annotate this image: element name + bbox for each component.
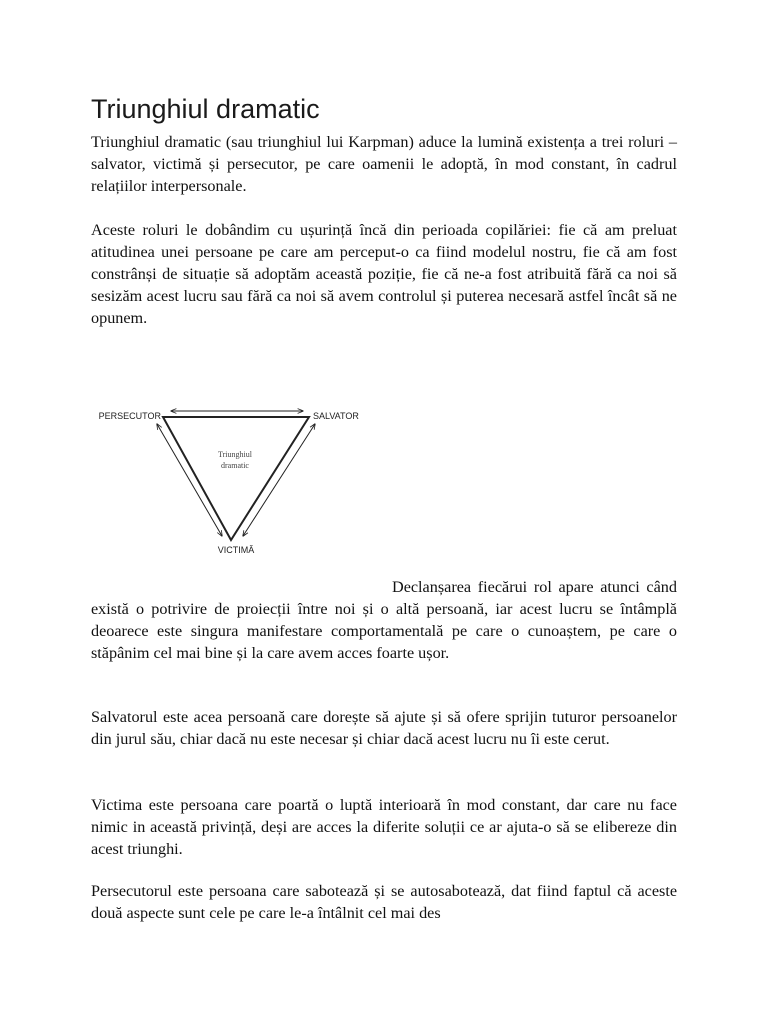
label-victima: VICTIMĂ bbox=[217, 545, 255, 555]
paragraph-salvator: Salvatorul este acea persoană care dorește să ajute și să ofere sprijin tuturor persoanelor din jurul său, chiar dacă nu este necesar și chiar dacă acest lucru nu îi este cerut. bbox=[91, 708, 677, 748]
arrow-salvator-victima bbox=[243, 424, 315, 536]
triangle-shape bbox=[163, 417, 309, 540]
paragraph-intro: Triunghiul dramatic (sau triunghiul lui Karpman) aduce la lumină existența a trei roluri – salvator, victimă și persecutor, pe care oamenii le adoptă, în mod constant, în cadrul relațiilor interpersonale. bbox=[91, 133, 677, 195]
drama-triangle-diagram bbox=[91, 372, 381, 567]
center-label-line1: Triunghiul bbox=[218, 450, 252, 459]
page-title: Triunghiul dramatic bbox=[91, 94, 320, 124]
paragraph-persecutor: Persecutorul este persoana care sabotează și se autosabotează, dat fiind faptul că aceste două aspecte sunt cele pe care le-a întâlnit cel mai des bbox=[91, 882, 677, 922]
label-persecutor: PERSECUTOR bbox=[98, 411, 161, 421]
paragraph-triggering: Declanșarea fiecărui rol apare atunci când există o potrivire de proiecții între noi și o altă persoană, iar acest lucru se întâmplă deoarece este singura manifestare comportamentală pe care o cunoaștem, pe care o stăpânim cel mai bine și la care avem acces foarte ușor. bbox=[91, 578, 677, 662]
label-salvator: SALVATOR bbox=[313, 411, 359, 421]
paragraph-victima: Victima este persoana care poartă o luptă interioară în mod constant, dar care nu face nimic in această privință, deși are acces la diferite soluții ce ar ajuta-o să se elibereze din acest triunghi. bbox=[91, 796, 677, 858]
center-label-line2: dramatic bbox=[221, 461, 249, 470]
arrow-persecutor-victima bbox=[157, 424, 222, 536]
paragraph-origins: Aceste roluri le dobândim cu ușurință încă din perioada copilăriei: fie că am preluat atitudinea unei persoane pe care am perceput-o ca fiind modelul nostru, fie că am fost constrânși de situație să adoptăm această poziție, fie că ne-a fost atribuită fără ca noi să sesizăm acest lucru sau fără ca noi să avem controlul și puterea necesară astfel încât să ne opunem. bbox=[91, 221, 677, 327]
